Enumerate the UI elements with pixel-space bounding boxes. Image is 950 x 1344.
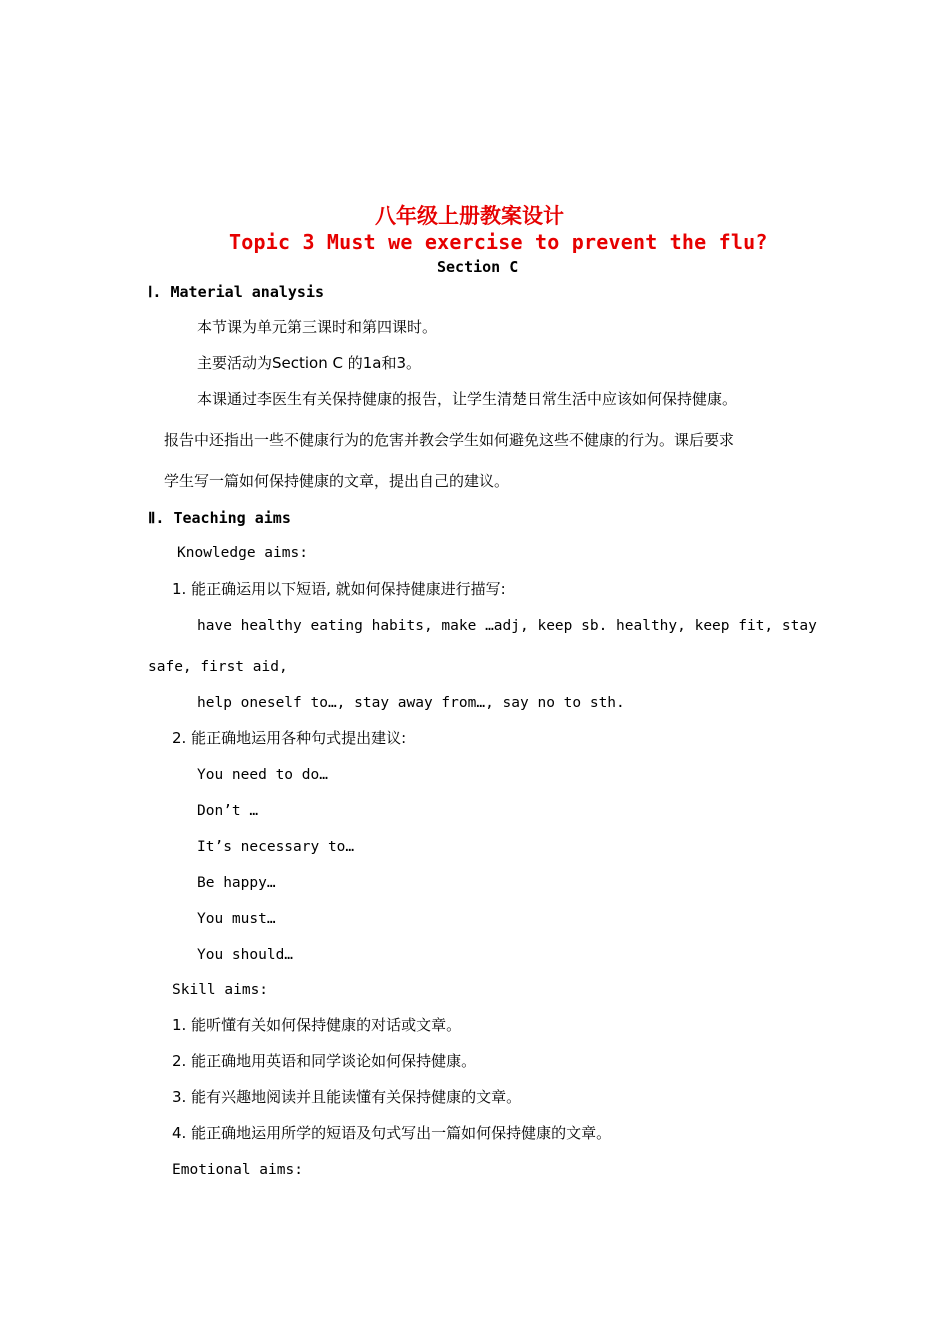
sentence-pattern: You need to do… [197, 767, 328, 783]
skill-aims-label: Skill aims: [172, 982, 269, 998]
material-paragraph-1: 本节课为单元第三课时和第四课时。 [197, 318, 438, 336]
sentence-pattern: You must… [197, 911, 276, 927]
knowledge-aim-1: 1. 能正确运用以下短语, 就如何保持健康进行描写: [172, 580, 506, 598]
heading-material-analysis: Ⅰ. Material analysis [148, 283, 325, 301]
phrases-line-1: have healthy eating habits, make …adj, keep sb. healthy, keep fit, stay [197, 618, 817, 634]
material-paragraph-2: 主要活动为Section C 的1a和3。 [197, 354, 422, 372]
material-paragraph-3-line-1: 本课通过李医生有关保持健康的报告，让学生清楚日常生活中应该如何保持健康。 [197, 390, 738, 408]
phrases-line-2: safe, first aid, [148, 659, 288, 675]
sentence-pattern: You should… [197, 947, 294, 963]
section-label: Section C [437, 258, 519, 276]
skill-aim: 3. 能有兴趣地阅读并且能读懂有关保持健康的文章。 [172, 1088, 522, 1106]
skill-aim: 2. 能正确地用英语和同学谈论如何保持健康。 [172, 1052, 477, 1070]
sentence-pattern: Don’t … [197, 803, 259, 819]
sentence-pattern: Be happy… [197, 875, 276, 891]
sentence-pattern: It’s necessary to… [197, 839, 355, 855]
phrases-line-3: help oneself to…, stay away from…, say no to sth. [197, 695, 625, 711]
heading-teaching-aims: Ⅱ. Teaching aims [148, 509, 291, 527]
knowledge-aim-2: 2. 能正确地运用各种句式提出建议: [172, 729, 407, 747]
skill-aim: 4. 能正确地运用所学的短语及句式写出一篇如何保持健康的文章。 [172, 1124, 612, 1142]
material-paragraph-3-line-2: 报告中还指出一些不健康行为的危害并教会学生如何避免这些不健康的行为。课后要求 [164, 431, 735, 449]
document-title-chinese: 八年级上册教案设计 [375, 204, 564, 228]
material-paragraph-3-line-3: 学生写一篇如何保持健康的文章，提出自己的建议。 [164, 472, 510, 490]
skill-aim: 1. 能听懂有关如何保持健康的对话或文章。 [172, 1016, 462, 1034]
emotional-aims-label: Emotional aims: [172, 1162, 303, 1178]
knowledge-aims-label: Knowledge aims: [177, 545, 308, 561]
document-title-topic: Topic 3 Must we exercise to prevent the flu? [229, 230, 768, 254]
